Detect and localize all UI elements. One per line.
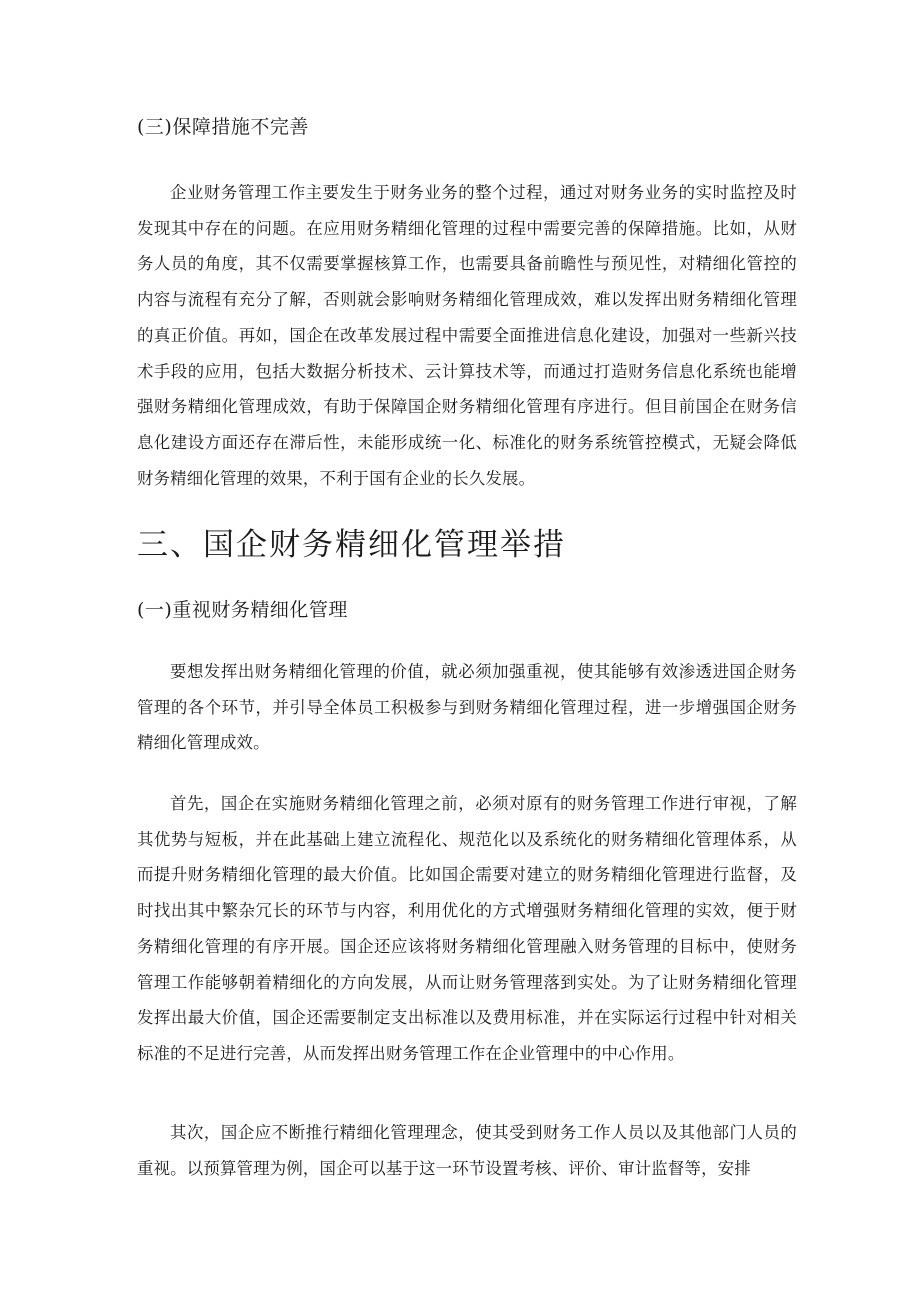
subsection-heading-3: (三)保障措施不完善	[137, 116, 309, 138]
section-heading-3: 三、国企财务精细化管理举措	[137, 527, 566, 563]
paragraph-guarantee-measures: 企业财务管理工作主要发生于财务业务的整个过程，通过对财务业务的实时监控及时发现其中存在的问题。在应用财务精细化管理的过程中需要完善的保障措施。比如，从财务人员的角度，其不仅需要掌握核算工作，也需要具备前瞻性与预见性，对精细化管控的内容与流程有充分了解，否则就会影响财务精细化管理成效，难以发挥出财务精细化管理的真正价值。再如，国企在改革发展过程中需要全面推进信息化建设，加强对一些新兴技术手段的应用，包括大数据分析技术、云计算技术等，而通过打造财务信息化系统也能增强财务精细化管理成效，有助于保障国企财务精细化管理有序进行。但目前国企在财务信息化建设方面还存在滞后性，未能形成统一化、标准化的财务系统管控模式，无疑会降低财务精细化管理的效果，不利于国有企业的长久发展。	[137, 183, 797, 488]
subsection-heading-1: (一)重视财务精细化管理	[137, 599, 348, 621]
paragraph-first: 首先，国企在实施财务精细化管理之前，必须对原有的财务管理工作进行审视，了解其优势与短板，并在此基础上建立流程化、规范化以及系统化的财务精细化管理体系，从而提升财务精细化管理的最大价值。比如国企需要对建立的财务精细化管理进行监督，及时找出其中繁杂冗长的环节与内容，利用优化的方式增强财务精细化管理的实效，便于财务精细化管理的有序开展。国企还应该将财务精细化管理融入财务管理的目标中，使财务管理工作能够朝着精细化的方向发展，从而让财务管理落到实处。为了让财务精细化管理发挥出最大价值，国企还需要制定支出标准以及费用标准，并在实际运行过程中针对相关标准的不足进行完善，从而发挥出财务管理工作在企业管理中的中心作用。	[137, 794, 797, 1063]
paragraph-intro: 要想发挥出财务精细化管理的价值，就必须加强重视，使其能够有效渗透进国企财务管理的各个环节，并引导全体员工积极参与到财务精细化管理过程，进一步增强国企财务精细化管理成效。	[137, 662, 797, 753]
paragraph-second: 其次，国企应不断推行精细化管理理念，使其受到财务工作人员以及其他部门人员的重视。以预算管理为例，国企可以基于这一环节设置考核、评价、审计监督等，安排	[137, 1123, 797, 1178]
